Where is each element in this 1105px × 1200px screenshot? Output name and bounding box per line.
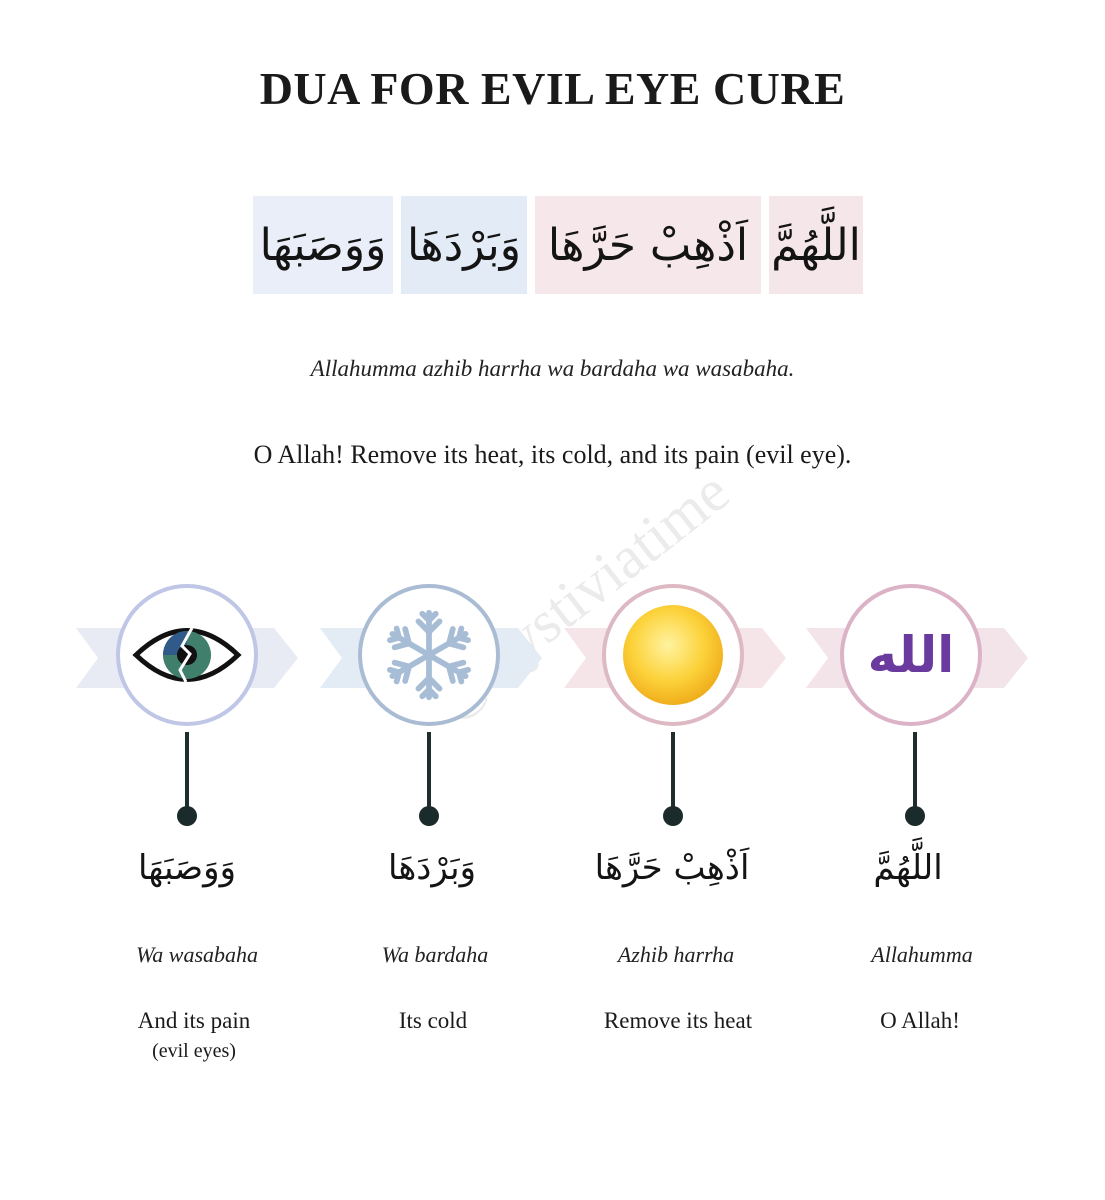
meaning-main: Its cold: [398, 1008, 468, 1033]
arabic-dua-row: [243, 196, 863, 294]
column-translit-heat: Azhib harrha: [617, 942, 735, 967]
translation: O Allah! Remove its heat, its cold, and its pain (evil eye).: [253, 440, 852, 469]
meaning-sub: (evil eyes): [152, 1040, 236, 1062]
timeline-dot-1: [177, 806, 197, 826]
column-arabic-pain: وَوَصَبَهَا: [138, 848, 236, 888]
column-meaning-heat: [568, 1006, 788, 1036]
sun-icon: [602, 584, 744, 726]
snowflake-icon: [358, 584, 500, 726]
allah-glyph: الله: [867, 626, 955, 684]
meaning-main: And its pain: [137, 1008, 251, 1033]
arabic-segment-allahumma: اللَّهُمَّ: [769, 196, 863, 294]
timeline-dot-3: [663, 806, 683, 826]
allah-calligraphy-icon: [840, 584, 982, 726]
column-translit-allahumma: Allahumma: [871, 942, 973, 967]
arabic-segment-wa-wasabaha: وَوَصَبَهَا: [253, 196, 393, 294]
column-arabic-allahumma: اللَّهُمَّ: [873, 848, 943, 888]
transliteration: Allahumma azhib harrha wa bardaha wa wasabaha.: [310, 356, 795, 381]
timeline-stem-4: [913, 732, 917, 808]
column-meaning-pain: [84, 1006, 304, 1066]
timeline-dot-2: [419, 806, 439, 826]
arabic-segment-azhib-harrha: اَذْهِبْ حَرَّهَا: [535, 196, 761, 294]
page-title: DUA FOR EVIL EYE CURE: [259, 63, 846, 114]
meaning-main: O Allah!: [880, 1008, 960, 1033]
column-meaning-cold: [323, 1006, 543, 1036]
timeline-stem-3: [671, 732, 675, 808]
column-arabic-heat: اَذْهِبْ حَرَّهَا: [594, 848, 750, 888]
column-meaning-allahumma: [810, 1006, 1030, 1036]
timeline-stem-1: [185, 732, 189, 808]
timeline-stem-2: [427, 732, 431, 808]
eye-icon: [116, 584, 258, 726]
column-translit-cold: Wa bardaha: [381, 942, 489, 967]
column-arabic-cold: وَبَرْدَهَا: [387, 848, 477, 888]
timeline-dot-4: [905, 806, 925, 826]
meaning-main: Remove its heat: [603, 1008, 753, 1033]
arabic-segment-wa-bardaha: وَبَرْدَهَا: [401, 196, 527, 294]
column-translit-pain: Wa wasabaha: [135, 942, 259, 967]
watermark: @trystiviatime: [418, 457, 742, 731]
